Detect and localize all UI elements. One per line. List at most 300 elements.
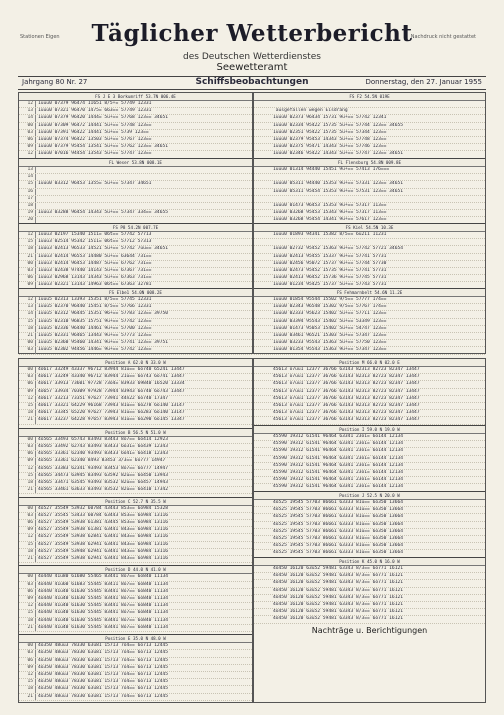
table-row — [19, 625, 252, 632]
station-title: FL Flensburg 54.8N 009.8E — [254, 159, 485, 167]
observation-code: 4o350 48uu3 78330 63u81 15713 7o4== 6o713 12445 — [38, 664, 168, 670]
hour-cell: 15 — [19, 473, 36, 479]
table-row — [19, 658, 252, 665]
table-row — [19, 665, 252, 672]
hour-cell: 21 — [19, 333, 36, 339]
table-row — [254, 254, 485, 261]
observation-code: 1uuu0 03268 95453 15343 9u+== 57317 113== — [273, 210, 387, 216]
table-row — [19, 108, 252, 115]
station-block — [19, 288, 252, 354]
table-row — [254, 101, 485, 108]
hour-cell: 13 — [19, 108, 36, 114]
table-row — [19, 340, 252, 347]
station-block — [254, 491, 485, 558]
hour-cell: 03 — [19, 444, 36, 450]
table-row — [254, 573, 485, 580]
station-title: Position J 52.5 N 20.0 W — [254, 492, 485, 500]
observation-code: 1uuu3 02514 95342 1511= 06t== 57712 57313 — [38, 239, 152, 245]
observation-code: 45590 19312 61541 96464 63341 23o1= 6o144 12134 — [273, 455, 403, 461]
table-row — [254, 137, 485, 144]
table-row — [19, 275, 252, 282]
observation-code: 1uuu0 01234 95425 15737 5u+== 57743 57731 — [273, 282, 387, 288]
hour-cell: 21 — [19, 254, 36, 260]
table-row — [19, 480, 252, 487]
station-block — [254, 158, 485, 224]
observation-code: 1uuu3 02414 96553 14480 5u+== 63644 731== — [38, 253, 152, 259]
hour-cell: 09 — [19, 665, 36, 671]
observation-code: 1uuu5 02370 96440 15451 8/5== 57766 12331 — [38, 304, 152, 310]
observation-code — [271, 196, 273, 201]
observation-code: 1uuu0 07379 95454 13541 5u+== 57762 123== 34651 — [38, 144, 168, 150]
observation-code: 1uuu0 01354 95543 15363 9u+== 57347 123== — [273, 347, 387, 353]
observation-code: 1uuu0 02334 95422 15735 5u+== 57744 123== 34655 — [273, 122, 403, 128]
stamp-left: Stationen Eigen — [20, 34, 60, 40]
station-block — [254, 425, 485, 492]
table-row — [254, 261, 485, 268]
hour-cell: 12 — [19, 603, 36, 609]
observation-code: 4o350 48uu3 78330 63u81 15713 7o4== 6o713 12445 — [38, 671, 168, 677]
hour-cell: 03 — [19, 513, 36, 519]
table-row — [254, 367, 485, 374]
observation-code: 4o440 41u40 61630 55445 83441 8o7== 6o840 11134 — [38, 603, 168, 609]
table-row — [19, 381, 252, 388]
station-block — [19, 93, 252, 158]
hour-cell: 21 — [19, 625, 36, 631]
hour-cell: 06 — [19, 137, 36, 143]
table-row — [19, 333, 252, 340]
table-row — [254, 239, 485, 246]
observation-code: 1uuu5 02336 96440 14461 9u+== 57700 123== — [38, 325, 152, 331]
header-band — [18, 76, 486, 90]
station-title: FS Fehmarnbelt 54.6N 11.2E — [254, 289, 485, 297]
table-row — [254, 580, 485, 587]
table-row — [19, 246, 252, 253]
observation-code: 45590 19312 61541 96464 63341 23o1= 6o144 12134 — [273, 477, 403, 483]
observation-code: 4o450 16120 63u52 59481 63343 8/3== 6o771 16121 — [273, 616, 403, 622]
observation-code: 4o617 33321 64229 96168 73943 81u== 6o278 6o140 13147 — [38, 402, 185, 408]
hour-cell: 12 — [19, 466, 36, 472]
hour-cell: 12 — [19, 101, 36, 107]
table-row — [254, 543, 485, 550]
table-row — [254, 347, 485, 354]
observation-code: 4o527 35549 53938 62941 63441 843== 6o984 13116 — [38, 541, 168, 547]
office-name: Seewetteramt — [216, 62, 288, 73]
station-block — [19, 428, 252, 498]
station-title: Position A 62.0 N 33.0 W — [19, 359, 252, 367]
hour-cell: 13 — [19, 304, 36, 310]
observation-code: 4o350 48uu3 78330 63u81 15713 7o4== 6o713 12445 — [38, 657, 168, 663]
table-row — [19, 527, 252, 534]
hour-cell: 21 — [19, 417, 36, 423]
observation-code: 1uuu0 01473 96453 15353 9u+== 57317 113== — [273, 202, 387, 208]
station-title: Position B 56.5 N 51.0 W — [19, 429, 252, 437]
stamp-right: Nachdruck nicht gestattet — [410, 34, 476, 40]
hour-cell: 00 — [19, 506, 36, 512]
table-row — [254, 389, 485, 396]
hour-cell: 18 — [19, 618, 36, 624]
hour-cell: 17 — [19, 196, 36, 202]
observation-code: 4o440 41u40 61630 55445 83441 8o7== 6o840 11134 — [38, 624, 168, 630]
observation-code — [36, 196, 38, 201]
table-row — [19, 196, 252, 203]
hour-cell: 09 — [19, 282, 36, 288]
observation-code: 1uuu3 02968 13143 14343 5u+== 67363 731== — [38, 275, 152, 281]
table-row — [19, 574, 252, 581]
table-row — [254, 463, 485, 470]
observation-code: 4o617 33237 64228 97657 83943 81u== 6o290 6o145 13347 — [38, 417, 185, 423]
hour-cell: 15 — [19, 679, 36, 685]
observation-code: 1uuu5 02312 96445 15351 96+== 57783 123== 39750 — [38, 311, 168, 317]
observation-code: 4o440 41u80 61680 55465 83441 8o7== 6o840 11134 — [38, 574, 168, 580]
observation-code: 4o527 35549 53938 61381 43445 853== 6o984 13116 — [38, 519, 168, 525]
observation-code: 1uuu3 02321 13143 14963 06t== 67363 32781 — [38, 282, 152, 288]
table-row — [254, 319, 485, 326]
observation-code: 1uuu5 02313 13393 15351 8/5== 57745 12331 — [38, 297, 152, 302]
table-row — [254, 311, 485, 318]
table-row — [254, 326, 485, 333]
observation-code: 1uuu0 02346 95422 14343 5u+== 57747 123== 34651 — [273, 151, 403, 157]
observation-code: 1uuu0 03394 95543 15402 5u+== 53349 123== — [273, 318, 387, 324]
table-row — [254, 232, 485, 239]
observation-code: 4o450 16120 63u52 59481 63343 8/3== 6o771 16121 — [273, 587, 403, 593]
hour-cell: 00 — [19, 643, 36, 649]
observation-code: 4o525 19545 57703 86661 63333 81u== 6o350 13664 — [273, 521, 403, 527]
observation-code: 4o617 33345 65220 97627 73943 81u== 6o283 6o140 13147 — [38, 410, 185, 416]
table-row — [19, 437, 252, 444]
table-row — [254, 297, 485, 304]
observation-code: 1uuu0 07321 96470 1475= 663== 57749 12331 — [38, 108, 152, 114]
table-row — [19, 167, 252, 174]
table-row — [19, 487, 252, 494]
table-row — [254, 181, 485, 188]
table-row — [19, 686, 252, 693]
table-row — [254, 477, 485, 484]
hour-cell: 09 — [19, 596, 36, 602]
table-row — [254, 470, 485, 477]
table-row — [19, 174, 252, 181]
hour-cell: 12 — [19, 297, 36, 303]
hour-cell: 18 — [19, 549, 36, 555]
hour-cell: 03 — [19, 374, 36, 380]
table-row — [254, 609, 485, 616]
observation-code: 4o617 33249 43340 96712 83944 21u== 6o743 6o741 13447 — [38, 374, 185, 380]
hour-cell: 06 — [19, 275, 36, 281]
observation-code: 1uuu0 07379 96474 11651 8/5+= 57749 12331 — [38, 101, 152, 106]
station-block — [254, 93, 485, 158]
table-row — [254, 595, 485, 602]
observation-code: 4o450 16120 63u52 59481 63343 8/3== 6o771 16121 — [273, 601, 403, 607]
table-row — [19, 189, 252, 196]
station-title: FL Weser 53.8N 008.1E — [19, 159, 252, 167]
observation-code: 1uuu0 02333 95623 15402 5u+== 57711 123== — [273, 311, 387, 317]
observation-code: 45590 19312 61541 96464 63341 23o1= 6o144 12134 — [273, 469, 403, 475]
table-row — [254, 144, 485, 151]
observation-code: 4o450 16120 63u52 59481 63343 8/3== 6o771 16121 — [273, 609, 403, 615]
table-row — [19, 254, 252, 261]
observation-code: 45613 o7uu1 12377 36766 63143 82313 82723 82347 13447 — [273, 417, 420, 423]
right-lower-panel — [253, 358, 486, 703]
hour-cell: 15 — [19, 239, 36, 245]
hour-cell: 00 — [19, 574, 36, 580]
observation-code: 1uuu0 02379 95453 14343 5u+== 57748 123== — [273, 136, 387, 142]
station-title: Position I 59.0 N 19.0 W — [254, 426, 485, 434]
observation-code: 1uuu0 07016 94454 13543 5u+== 57747 123== — [38, 151, 152, 157]
observation-code: 1uuu0 02351 95422 15735 5u+== 57344 123== — [273, 129, 387, 135]
table-row — [19, 534, 252, 541]
observation-code — [36, 167, 38, 172]
hour-cell: 18 — [19, 410, 36, 416]
table-row — [19, 203, 252, 210]
observation-code — [36, 189, 38, 194]
observation-code: 4o440 41u40 61630 55445 83441 8o7== 6o840 11134 — [38, 617, 168, 623]
hour-cell: 03 — [19, 582, 36, 588]
observation-code: 4o565 33492 62743 83493 83433 6o31= 6o439 12343 — [38, 443, 168, 449]
hour-cell: 03 — [19, 130, 36, 136]
observation-code: 1uuu0 01854 95544 15502 9/5== 57777 174== — [273, 297, 387, 302]
table-row — [19, 513, 252, 520]
observation-code: 1uuu5 02360 95460 14341 9u+== 57741 123== 39751 — [38, 340, 168, 346]
observation-code: 4o565 33383 62341 93493 83453 8o7== 6o777 14947 — [38, 465, 168, 471]
table-row — [19, 610, 252, 617]
left-upper-panel — [18, 92, 253, 354]
table-row — [254, 410, 485, 417]
observation-code — [271, 239, 273, 244]
hour-cell: 12 — [19, 232, 36, 238]
observation-code — [271, 101, 273, 106]
issue-number: Jahrgang 80 Nr. 27 — [22, 78, 88, 86]
hour-cell: 14 — [19, 174, 36, 180]
table-row — [19, 542, 252, 549]
observation-code: 45613 o7uu1 12377 36766 63143 82313 82723 82347 13447 — [273, 381, 420, 387]
table-row — [19, 556, 252, 563]
table-row — [19, 347, 252, 354]
table-row — [254, 456, 485, 463]
table-row — [254, 522, 485, 529]
observation-code: 1uuu3 03288 96454 14343 5u+== 57347 334== 34655 — [38, 210, 168, 216]
observation-code: 4o525 19545 57703 86661 63333 81u== 6o350 13664 — [273, 550, 403, 556]
observation-code: 4o350 48uu3 78330 63u81 15713 7o4== 6o713 12445 — [38, 679, 168, 685]
station-block — [19, 158, 252, 224]
observation-code: 4o440 41u40 61630 55445 83441 8o7== 6o840 11134 — [38, 595, 168, 601]
table-row — [254, 417, 485, 424]
observation-code: 4o617 33213 73351 97627 73941 44n22 6o740 17347 — [38, 395, 168, 401]
observation-code: 4o450 16120 63u52 59481 63343 8/3== 6o771 16121 — [273, 580, 403, 586]
hour-cell: 21 — [19, 556, 36, 562]
issue-date: Donnerstag, den 27. Januar 1955 — [365, 78, 482, 86]
observation-code: 1uuu0 05311 95454 15353 9u+== 57531 123== 34651 — [273, 188, 403, 194]
observation-code: 4o565 33471 63545 93493 83532 82u== 6o457 14943 — [38, 479, 168, 485]
observation-code — [271, 174, 273, 179]
station-title: Position D 44.0 N 41.0 W — [19, 566, 252, 574]
observation-code: 4o525 19545 57703 86661 63333 81u== 6o350 13664 — [273, 514, 403, 520]
hour-cell: 09 — [19, 144, 36, 150]
station-block — [19, 634, 252, 704]
station-block — [19, 359, 252, 428]
table-row — [19, 444, 252, 451]
table-row — [19, 101, 252, 108]
right-upper-panel — [253, 92, 486, 354]
observation-code: 4o440 41u60 61683 55445 83411 8o7== 6o840 11134 — [38, 581, 168, 587]
table-row — [254, 588, 485, 595]
station-block — [19, 223, 252, 289]
hour-cell: 18 — [19, 203, 36, 209]
table-row — [254, 130, 485, 137]
table-row — [19, 297, 252, 304]
observation-code: 4o527 35549 53938 62941 63441 843== 6o984 13116 — [38, 555, 168, 561]
hour-cell: 09 — [19, 458, 36, 464]
observation-code: 45590 19312 61541 96464 63341 23o1= 6o144 12134 — [273, 484, 403, 490]
hour-cell: 06 — [19, 381, 36, 387]
table-row — [19, 520, 252, 527]
station-title: Position E 35.0 N 48.0 W — [19, 635, 252, 643]
table-row — [19, 458, 252, 465]
table-row — [254, 403, 485, 410]
observation-code: 4o565 33361 62340 8493 83453 3/3== 6o777 14947 — [38, 458, 166, 464]
observation-code: 4o527 35545 53433 60784 63443 853== 6o984 13116 — [38, 512, 168, 518]
table-row — [254, 396, 485, 403]
station-block — [254, 223, 485, 289]
station-block — [19, 565, 252, 635]
station-title: Position C 52.7 N 35.5 W — [19, 498, 252, 506]
station-block — [19, 497, 252, 567]
hour-cell: 12 — [19, 534, 36, 540]
observation-code: 4o350 48uu3 78330 63u81 15713 7o4== 6o713 12445 — [38, 643, 168, 649]
observation-code — [36, 174, 38, 179]
observation-code: 4o350 48uu3 78330 63u81 15713 7o4== 6o713 12445 — [38, 693, 168, 699]
observation-code: 45590 19312 61541 96464 63341 23o1= 6o144 12134 — [273, 434, 403, 439]
observation-code: 4o527 35549 53948 62941 63441 843== 6o984 13116 — [38, 548, 168, 554]
hour-cell: 15 — [19, 319, 36, 325]
hour-cell: 18 — [19, 326, 36, 332]
table-row — [19, 451, 252, 458]
table-row — [19, 210, 252, 217]
station-title: FS Kiel 54.5N 10.3E — [254, 224, 485, 232]
table-row — [254, 203, 485, 210]
hour-cell: 21 — [19, 487, 36, 493]
table-row — [254, 123, 485, 130]
table-row — [19, 596, 252, 603]
table-row — [19, 304, 252, 311]
table-row — [254, 268, 485, 275]
observation-code: 45590 19312 61541 96464 63341 23o1= 6o144 12134 — [273, 448, 403, 454]
hour-cell: 19 — [19, 210, 36, 216]
table-row — [254, 115, 485, 122]
table-row — [19, 115, 252, 122]
hour-cell: 00 — [19, 261, 36, 267]
observation-code: 1uuu0 07379 96420 1444= 5u+== 57768 123== 34651 — [38, 115, 168, 121]
table-row — [254, 616, 485, 623]
table-row — [19, 389, 252, 396]
hour-cell: 15 — [19, 403, 36, 409]
hour-cell: 12 — [19, 672, 36, 678]
table-row — [19, 326, 252, 333]
hour-cell: 06 — [19, 451, 36, 457]
table-row — [19, 506, 252, 513]
table-row — [19, 417, 252, 424]
observation-code: 4o565 33361 62340 93493 83433 6o41= 6o418 12343 — [38, 451, 168, 457]
table-row — [19, 137, 252, 144]
observation-code: 4o617 33249 43337 96712 83944 81u== 6o740 65241 13447 — [38, 367, 185, 372]
hour-cell: 00 — [19, 437, 36, 443]
table-row — [254, 500, 485, 507]
observation-code: 4o527 35549 53932 60784 43443 853== 6o984 15328 — [38, 505, 168, 511]
observation-code: 1uuu0 05311 94440 15353 9u+== 57331 123== 34651 — [273, 181, 403, 187]
observation-code: 4o527 35549 53938 61381 63441 843== 6o984 13116 — [38, 527, 168, 533]
hour-cell: 14 — [19, 115, 36, 121]
table-row — [254, 304, 485, 311]
observation-code — [36, 203, 38, 208]
hour-cell: 15 — [19, 181, 36, 187]
hour-cell: 14 — [19, 311, 36, 317]
table-row — [19, 403, 252, 410]
observation-code: 4o525 19545 57703 86661 63333 81u== 6o350 13664 — [273, 535, 403, 541]
table-row — [19, 679, 252, 686]
table-row — [254, 174, 485, 181]
hour-cell: 09 — [19, 527, 36, 533]
observation-code: 1uuu0 02473 95452 15735 9u+== 57741 57731 — [273, 267, 387, 273]
table-row — [19, 603, 252, 610]
table-row — [19, 239, 252, 246]
observation-code: 1uuu0 02732 95452 15363 9u+== 57742 57721 34654 — [273, 246, 403, 252]
observation-code: 1uuu0 01314 94440 15451 9u+== 57413 176=== — [273, 167, 390, 172]
table-row — [19, 232, 252, 239]
observation-code: 4o527 35549 53938 62841 63441 843== 6o984 13116 — [38, 534, 168, 540]
observation-code: 45613 o7uu1 12377 36766 63143 82313 82723 82347 13447 — [273, 410, 420, 416]
table-row — [19, 181, 252, 188]
observation-code: 1uuu3 02438 97440 14143 5u+== 67367 731== — [38, 267, 152, 273]
observation-code: 1uuu0 02413 95455 15337 9u+== 57741 57731 — [273, 253, 387, 259]
hour-cell: 00 — [19, 367, 36, 373]
observation-code: 1uuu0 02375 95471 14343 5u+== 57746 123== — [273, 144, 387, 150]
hour-cell: 00 — [19, 340, 36, 346]
table-row — [254, 333, 485, 340]
observation-code: 4o525 19545 57703 86661 63333 81u== 6o350 13664 — [273, 528, 403, 534]
observation-code: ausgefallen wegen Eisdrang — [273, 108, 348, 114]
table-row — [19, 672, 252, 679]
observation-code: 1uuu3 02197 15340 1511= 06t== 57742 57713 — [38, 232, 152, 237]
observation-code: 4o525 19545 57703 86661 63333 81u== 6o350 13664 — [273, 507, 403, 513]
hour-cell: 18 — [19, 480, 36, 486]
hour-cell: 16 — [19, 189, 36, 195]
table-row — [254, 374, 485, 381]
page-title: Täglicher Wetterbericht — [91, 20, 413, 47]
hour-cell: 18 — [19, 686, 36, 692]
table-row — [254, 196, 485, 203]
observation-code: 45613 o7uu1 12377 36766 63143 82313 82723 82347 13447 — [273, 374, 420, 380]
table-row — [254, 536, 485, 543]
observation-code: 1uuu0 07374 96422 13503 5u+== 57767 123== — [38, 136, 152, 142]
observation-code: 4o350 48uu3 78330 63u81 15713 7o4== 6o713 12445 — [38, 650, 168, 656]
table-row — [19, 618, 252, 625]
table-row — [254, 381, 485, 388]
station-block — [254, 359, 485, 425]
hour-cell: 03 — [19, 650, 36, 656]
station-title: FS F2 54.5N 019E — [254, 93, 485, 101]
observation-code: 4o440 41u40 61630 55445 83441 8o7== 6o840 11134 — [38, 588, 168, 594]
observation-code: 1uuu0 03461 96521 15303 5u+== 57347 123== — [273, 332, 387, 338]
station-title: Position M 66.0 N 02.0 E — [254, 359, 485, 367]
table-row — [19, 694, 252, 701]
station-block — [254, 557, 485, 624]
observation-code: 1uuu0 02413 96452 15736 9u+== 57745 57731 — [273, 275, 387, 281]
section-title: Schiffsbeobachtungen — [195, 77, 309, 87]
table-row — [19, 473, 252, 480]
station-title: FS P8 54.2N 007.7E — [19, 224, 252, 232]
table-row — [254, 246, 485, 253]
observation-code: 45613 o7uu1 12377 36766 63143 82313 82723 82347 13447 — [273, 395, 420, 401]
hour-cell: 20 — [19, 217, 36, 223]
table-row — [254, 507, 485, 514]
